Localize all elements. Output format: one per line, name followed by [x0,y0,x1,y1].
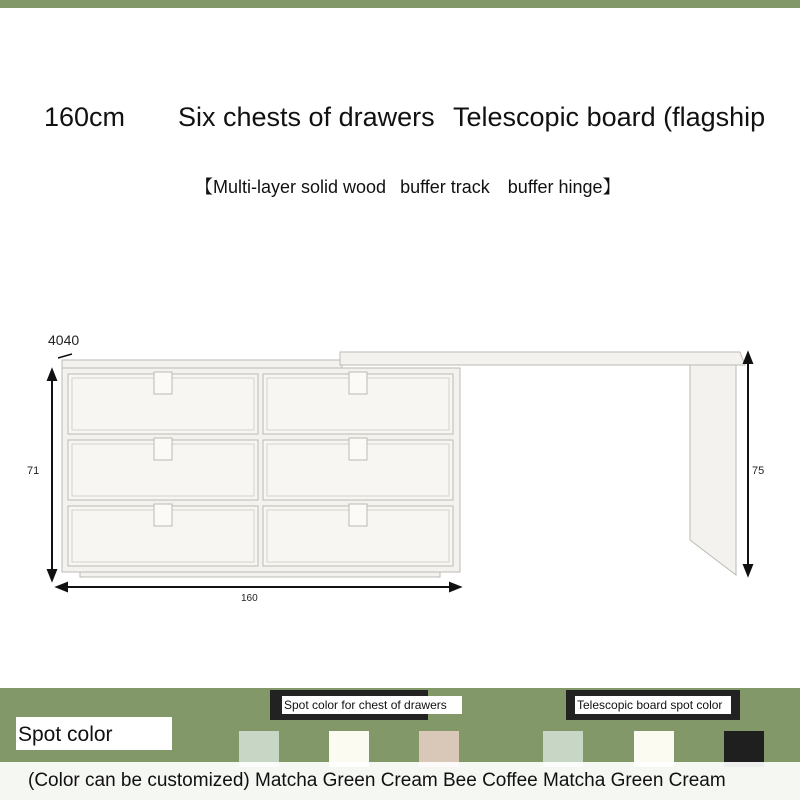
drawer-handle [349,504,367,526]
width-label: 160 [241,593,258,604]
chest-of-drawers [62,352,745,577]
top-band [0,0,800,8]
chest-tag-label: Spot color for chest of drawers [282,696,462,714]
drawer-handle [154,438,172,460]
feature-hinge: buffer hinge [507,177,603,197]
depth-label: 4040 [48,332,80,348]
feature-line [195,173,621,199]
chest-base [80,572,440,577]
drawer-handle [154,504,172,526]
telescopic-board [340,352,745,365]
feature-material: Multi-layer solid wood [213,177,387,197]
height-left-label: 71 [27,465,40,477]
bracket-close: 】 [602,177,621,197]
size-text: 160cm [44,102,126,132]
color-caption: (Color can be customized) Matcha Green Cream Bee Coffee Matcha Green Cream [28,770,726,791]
spot-color-label: Spot color [18,723,113,746]
bracket-open: 【 [195,177,213,197]
board-tag-label: Telescopic board spot color [575,696,731,714]
feature-track: buffer track [400,177,490,197]
board-leg [690,365,736,575]
board-text: Telescopic board (flagship [453,102,766,132]
height-right-label: 75 [752,465,765,477]
drawer-handle [154,372,172,394]
product-text: Six chests of drawers [178,102,435,132]
drawer-handle [349,438,367,460]
furniture-diagram [0,300,800,620]
drawer-handle [349,372,367,394]
